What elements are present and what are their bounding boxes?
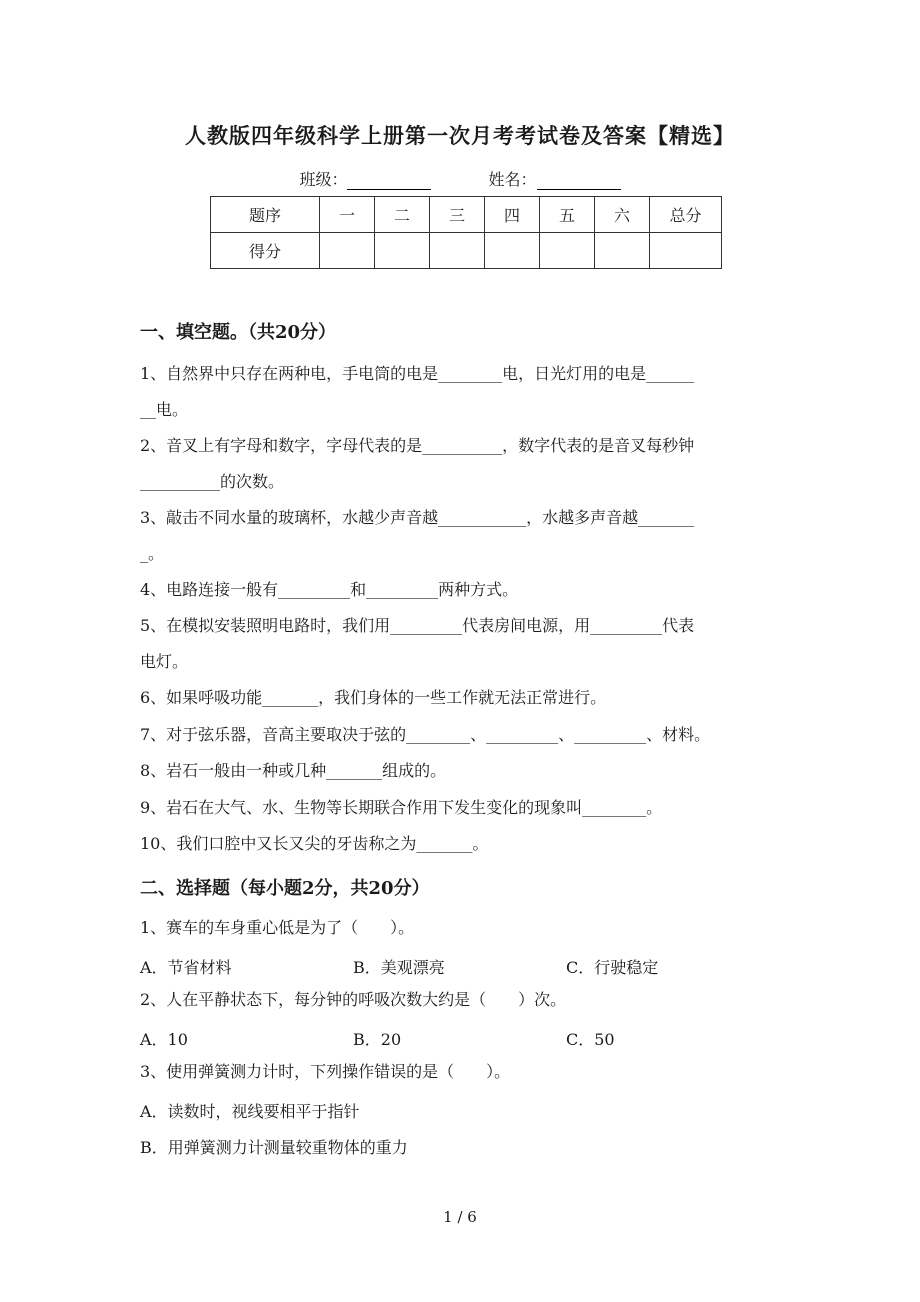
option[interactable]: A．10 <box>140 1030 188 1049</box>
table-cell: 题序 <box>211 197 320 233</box>
score-cell[interactable] <box>650 233 722 269</box>
table-cell: 五 <box>540 197 595 233</box>
score-cell[interactable] <box>375 233 430 269</box>
option[interactable]: A．节省材料 <box>140 958 232 977</box>
score-table <box>210 196 722 269</box>
page-number: 1 / 6 <box>443 1208 477 1226</box>
question <box>140 680 780 716</box>
name-blank[interactable] <box>537 172 621 190</box>
question-stem: 1、赛车的车身重心低是为了（ ）。 <box>140 918 415 937</box>
question-line: 9、岩石在大气、水、生物等长期联合作用下发生变化的现象叫________。 <box>140 798 663 817</box>
option[interactable]: C．50 <box>566 1030 615 1049</box>
question-line: 电灯。 <box>140 652 189 671</box>
table-cell: 六 <box>595 197 650 233</box>
table-cell: 总分 <box>650 197 722 233</box>
page-title: 人教版四年级科学上册第一次月考考试卷及答案【精选】 <box>185 123 735 148</box>
question <box>140 500 780 572</box>
question <box>140 753 780 789</box>
option[interactable]: B．美观漂亮 <box>353 958 445 977</box>
option[interactable]: B．20 <box>353 1030 402 1049</box>
section1-heading: 一、填空题。（共20分） <box>140 322 337 343</box>
name-label: 姓名： <box>488 170 537 189</box>
question-line: 5、在模拟安装照明电路时，我们用_________代表房间电源，用_________代表 <box>140 616 695 635</box>
section2-heading: 二、选择题（每小题2分，共20分） <box>140 878 430 899</box>
question-line: __电。 <box>140 400 189 419</box>
option[interactable]: A．读数时，视线要相平于指针 <box>140 1102 360 1121</box>
question <box>140 356 780 428</box>
question <box>140 717 780 753</box>
table-cell: 三 <box>430 197 485 233</box>
class-blank[interactable] <box>347 172 431 190</box>
score-cell[interactable] <box>595 233 650 269</box>
question <box>140 826 780 862</box>
table-cell: 得分 <box>211 233 320 269</box>
question-line: 1、自然界中只存在两种电，手电筒的电是________电，日光灯用的电是______ <box>140 364 695 383</box>
question <box>140 572 780 608</box>
student-info <box>0 167 920 190</box>
table-cell: 四 <box>485 197 540 233</box>
question-line: 8、岩石一般由一种或几种_______组成的。 <box>140 761 447 780</box>
option[interactable]: C．行驶稳定 <box>566 958 659 977</box>
question-line: 10、我们口腔中又长又尖的牙齿称之为_______。 <box>140 834 489 853</box>
question-line: __________的次数。 <box>140 472 285 491</box>
table-cell: 一 <box>320 197 375 233</box>
question <box>140 790 780 826</box>
question-line: 4、电路连接一般有_________和_________两种方式。 <box>140 580 519 599</box>
question-stem: 2、人在平静状态下，每分钟的呼吸次数大约是（ ）次。 <box>140 990 567 1009</box>
score-cell[interactable] <box>485 233 540 269</box>
score-cell[interactable] <box>320 233 375 269</box>
question <box>140 428 780 500</box>
question-line: 3、敲击不同水量的玻璃杯，水越少声音越___________，水越多声音越_______ <box>140 508 695 527</box>
score-table-header-row <box>211 197 722 233</box>
question-stem: 3、使用弹簧测力计时，下列操作错误的是（ ）。 <box>140 1062 511 1081</box>
class-label: 班级： <box>299 170 348 189</box>
question <box>140 608 780 680</box>
table-cell: 二 <box>375 197 430 233</box>
question-line: 2、音叉上有字母和数字，字母代表的是__________，数字代表的是音叉每秒钟 <box>140 436 695 455</box>
option[interactable]: B．用弹簧测力计测量较重物体的重力 <box>140 1138 408 1157</box>
score-cell[interactable] <box>430 233 485 269</box>
question-line: 6、如果呼吸功能_______，我们身体的一些工作就无法正常进行。 <box>140 688 607 707</box>
question-line: 7、对于弦乐器，音高主要取决于弦的________、_________、_________、材料。 <box>140 725 711 744</box>
score-cell[interactable] <box>540 233 595 269</box>
question-line: _。 <box>140 544 165 563</box>
score-table-score-row <box>211 233 722 269</box>
